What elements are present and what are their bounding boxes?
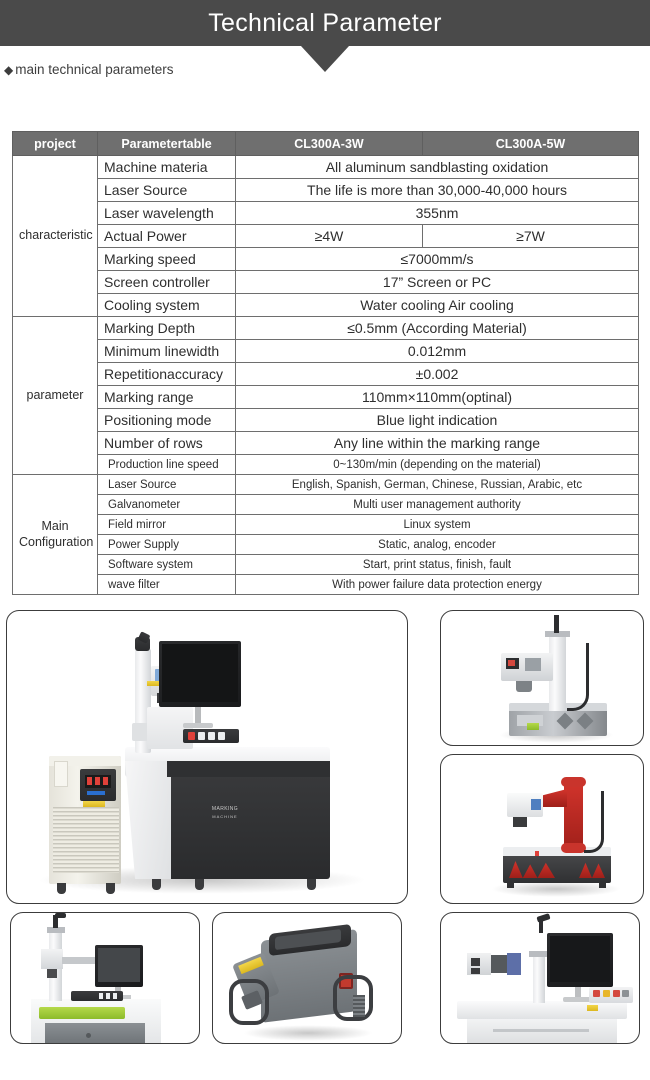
parameter-name-cell: Marking range [98,386,236,409]
machine-caption [195,806,255,821]
parameter-name-cell: Repetitionaccuracy [98,363,236,386]
col-header-cl300a-3w: CL300A-3W [236,132,423,156]
table-row [13,515,639,535]
parameter-name-cell: Machine materia [98,156,236,179]
table-row [13,432,639,455]
spec-table-container [12,131,638,595]
parameter-value-cell: 110mm×110mm(optinal) [236,386,639,409]
parameter-value-3w-cell: ≥4W [236,225,423,248]
photo-desktop-uv-marker-gray[interactable] [440,610,644,746]
table-row [13,179,639,202]
parameter-value-cell: With power failure data protection energy [236,575,639,595]
parameter-name-cell: wave filter [98,575,236,595]
banner-arrow-icon [301,46,349,72]
parameter-value-cell: Start, print status, finish, fault [236,555,639,575]
parameter-name-cell: Power Supply [98,535,236,555]
parameter-value-cell: 0~130m/min (depending on the material) [236,455,639,475]
row-group-label: characteristic [13,156,98,317]
table-row [13,455,639,475]
col-header-parametertable: Parametertable [98,132,236,156]
parameter-value-cell: 17” Screen or PC [236,271,639,294]
parameter-value-cell: All aluminum sandblasting oxidation [236,156,639,179]
col-header-project: project [13,132,98,156]
photo-desktop-uv-marker-red[interactable] [440,754,644,904]
page-title: Technical Parameter [208,8,442,37]
photo-cabinet-marker-with-monitor[interactable] [10,912,200,1044]
row-group-label: Main Configuration [13,475,98,595]
subheading [4,62,174,77]
parameter-value-cell: Any line within the marking range [236,432,639,455]
parameter-value-cell: Blue light indication [236,409,639,432]
parameter-name-cell: Screen controller [98,271,236,294]
spec-table [12,131,639,595]
photo-bench-marker-with-monitor[interactable] [440,912,640,1044]
table-row [13,294,639,317]
photo-handheld-portable-marker[interactable] [212,912,402,1044]
parameter-name-cell: Laser wavelength [98,202,236,225]
parameter-name-cell: Marking speed [98,248,236,271]
parameter-name-cell: Positioning mode [98,409,236,432]
parameter-value-cell: ≤0.5mm (According Material) [236,317,639,340]
table-row [13,495,639,515]
table-row [13,475,639,495]
parameter-value-cell: Static, analog, encoder [236,535,639,555]
parameter-value-cell: The life is more than 30,000-40,000 hours [236,179,639,202]
parameter-name-cell: Production line speed [98,455,236,475]
parameter-value-cell: ≤7000mm/s [236,248,639,271]
parameter-name-cell: Minimum linewidth [98,340,236,363]
diamond-bullet-icon: ◆ [4,62,14,77]
parameter-value-cell: 0.012mm [236,340,639,363]
spec-table-body [13,156,639,595]
table-row [13,202,639,225]
parameter-name-cell: Number of rows [98,432,236,455]
table-row [13,156,639,179]
table-row [13,248,639,271]
machine-caption-line2: MACHINE [212,813,238,819]
row-group-label: parameter [13,317,98,475]
table-row [13,409,639,432]
parameter-value-cell: Water cooling Air cooling [236,294,639,317]
table-header-row [13,132,639,156]
parameter-value-5w-cell: ≥7W [423,225,639,248]
parameter-name-cell: Cooling system [98,294,236,317]
parameter-name-cell: Galvanometer [98,495,236,515]
product-photo-gallery [0,604,650,1074]
parameter-value-cell: Multi user management authority [236,495,639,515]
table-row [13,317,639,340]
parameter-name-cell: Field mirror [98,515,236,535]
parameter-name-cell: Marking Depth [98,317,236,340]
table-row [13,535,639,555]
table-row [13,575,639,595]
machine-caption-line1: MARKING [211,806,239,812]
table-row [13,363,639,386]
table-row [13,340,639,363]
table-row [13,386,639,409]
parameter-value-cell: Linux system [236,515,639,535]
table-row [13,555,639,575]
parameter-name-cell: Software system [98,555,236,575]
photo-main-chiller-and-marking-machine[interactable] [6,610,408,904]
parameter-name-cell: Actual Power [98,225,236,248]
parameter-value-cell: English, Spanish, German, Chinese, Russian, Arabic, etc [236,475,639,495]
subheading-label: main technical parameters [15,62,174,77]
parameter-name-cell: Laser Source [98,475,236,495]
col-header-cl300a-5w: CL300A-5W [423,132,639,156]
parameter-name-cell: Laser Source [98,179,236,202]
parameter-value-cell: ±0.002 [236,363,639,386]
parameter-value-cell: 355nm [236,202,639,225]
table-row [13,271,639,294]
table-row [13,225,639,248]
page-title-banner [0,0,650,46]
